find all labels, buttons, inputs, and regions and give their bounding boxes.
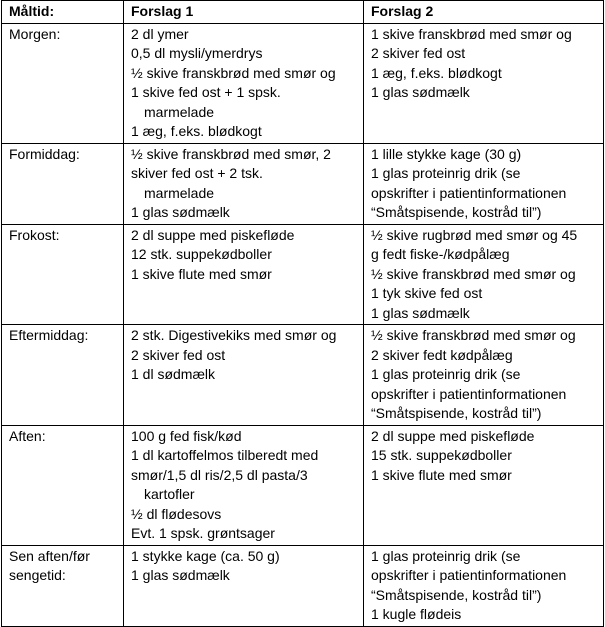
cell-line: 1 glas sødmælk [131, 567, 230, 583]
cell-line: “Småtspisende, kostråd til”) [371, 204, 542, 220]
cell-line: 1 skive franskbrød med smør og [371, 25, 572, 42]
header-meal: Måltid: [2, 1, 124, 24]
cell-line: 1 glas proteinrig drik (se [371, 366, 521, 382]
cell-line: kartofler [144, 486, 195, 502]
cell-line: 1 skive flute med smør [371, 466, 512, 483]
meal-cell [2, 545, 124, 626]
cell-line: smør/1,5 dl ris/2,5 dl pasta/3 [131, 466, 308, 483]
header-forslag-1: Forslag 1 [124, 1, 364, 24]
table-row [2, 325, 604, 426]
cell-line: g fedt fiske-/kødpålæg [371, 246, 510, 262]
cell-line: 1 glas proteinrig drik (se [371, 547, 521, 564]
cell-line: 1 stykke kage (ca. 50 g) [131, 547, 280, 564]
cell-line: 1 skive fed ost + 1 spsk. [131, 84, 281, 100]
forslag2-cell [364, 425, 604, 545]
cell-line: 2 skiver fed ost [131, 346, 226, 363]
forslag1-cell [124, 23, 364, 143]
cell-line: 1 æg, f.eks. blødkogt [371, 64, 502, 81]
meal-cell [2, 325, 124, 426]
forslag2-cell [364, 325, 604, 426]
meal-cell [2, 425, 124, 545]
cell-line: Sen aften/før [9, 547, 90, 564]
cell-line: ½ skive rugbrød med smør og 45 [371, 226, 578, 243]
cell-line: 1 glas sødmælk [131, 204, 230, 220]
cell-line: marmelade [144, 184, 215, 201]
cell-line: Evt. 1 spsk. grøntsager [131, 525, 275, 541]
cell-line: Frokost: [9, 226, 60, 243]
meal-plan-table [1, 0, 604, 627]
forslag1-cell [124, 143, 364, 224]
cell-line: 1 dl kartoffelmos tilberedt med [131, 447, 319, 463]
table-row [2, 224, 604, 325]
header-forslag-2: Forslag 2 [364, 1, 604, 24]
cell-line: skiver fed ost + 2 tsk. [131, 165, 263, 181]
table-header-row [2, 1, 604, 24]
forslag2-cell [364, 23, 604, 143]
cell-line: “Småtspisende, kostråd til”) [371, 586, 542, 603]
cell-line: sengetid: [9, 567, 66, 583]
cell-line: Eftermiddag: [9, 327, 89, 343]
cell-line: ½ skive franskbrød med smør og [131, 64, 336, 81]
cell-line: 12 stk. suppekødboller [131, 246, 272, 262]
cell-line: 100 g fed fisk/kød [131, 427, 242, 444]
cell-line: 0,5 dl mysli/ymerdrys [131, 45, 263, 61]
cell-line: 1 æg, f.eks. blødkogt [131, 123, 262, 139]
cell-line: 2 stk. Digestivekiks med smør og [131, 327, 337, 343]
cell-line: Formiddag: [9, 145, 80, 162]
cell-line: ½ skive franskbrød med smør og [371, 265, 576, 282]
cell-line: opskrifter i patientinformationen [371, 385, 567, 402]
cell-line: 1 skive flute med smør [131, 265, 272, 282]
table-row [2, 143, 604, 224]
forslag2-cell [364, 545, 604, 626]
table-row [2, 545, 604, 626]
cell-line: 1 kugle flødeis [371, 606, 462, 622]
cell-line: 2 dl suppe med piskefløde [131, 226, 295, 243]
forslag2-cell [364, 143, 604, 224]
cell-line: 1 tyk skive fed ost [371, 285, 483, 301]
cell-line: 1 glas sødmælk [371, 84, 470, 100]
table-row [2, 425, 604, 545]
cell-line: 2 skiver fed ost [371, 45, 466, 61]
cell-line: opskrifter i patientinformationen [371, 184, 567, 201]
meal-cell [2, 143, 124, 224]
forslag1-cell [124, 545, 364, 626]
cell-line: ½ skive franskbrød med smør, 2 [131, 145, 331, 162]
cell-line: 15 stk. suppekødboller [371, 447, 512, 463]
table-body [2, 23, 604, 626]
cell-line: 1 dl sødmælk [131, 366, 216, 382]
cell-line: Morgen: [9, 25, 61, 42]
cell-line: opskrifter i patientinformationen [371, 567, 567, 583]
meal-cell [2, 23, 124, 143]
cell-line: 1 glas sødmælk [371, 304, 470, 321]
meal-cell [2, 224, 124, 325]
forslag1-cell [124, 325, 364, 426]
forslag2-cell [364, 224, 604, 325]
cell-line: marmelade [144, 103, 215, 120]
cell-line: ½ dl flødesovs [131, 505, 222, 522]
cell-line: Aften: [9, 427, 46, 444]
cell-line: ½ skive franskbrød med smør og [371, 327, 576, 343]
cell-line: 2 dl ymer [131, 25, 189, 42]
table-row [2, 23, 604, 143]
cell-line: 2 skiver fedt kødpålæg [371, 346, 513, 363]
forslag1-cell [124, 224, 364, 325]
cell-line: 1 glas proteinrig drik (se [371, 165, 521, 181]
cell-line: 1 lille stykke kage (30 g) [371, 145, 522, 162]
forslag1-cell [124, 425, 364, 545]
cell-line: 2 dl suppe med piskefløde [371, 427, 535, 444]
cell-line: “Småtspisende, kostråd til”) [371, 405, 542, 421]
